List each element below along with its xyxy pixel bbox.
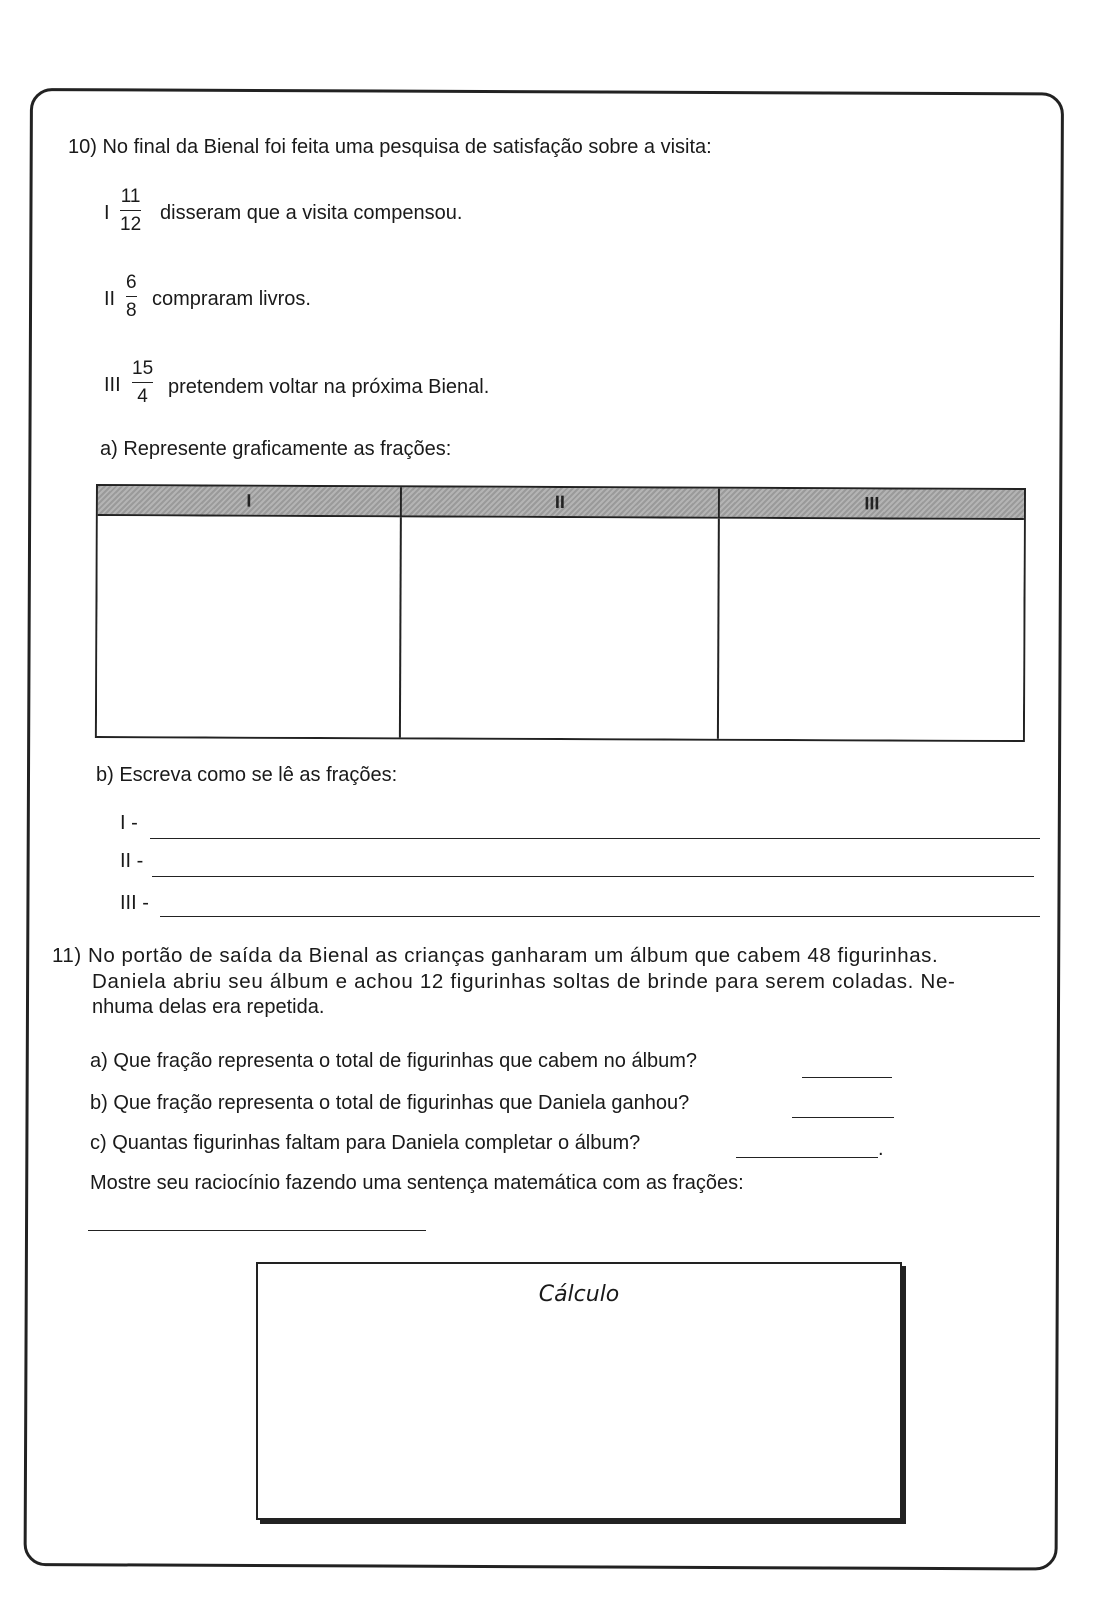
q11-question-b: b) Que fração representa o total de figurinhas que Daniela ganhou? <box>90 1092 690 1114</box>
fraction-ii-denominator: 8 <box>126 300 137 321</box>
fraction-i <box>120 186 141 236</box>
q11-prompt-line-2: Daniela abriu seu álbum e achou 12 figurinhas soltas de brinde para serem coladas. Ne- <box>92 970 956 993</box>
answer-line-a[interactable] <box>802 1077 892 1078</box>
table-header-iii: III <box>718 489 1024 520</box>
item-i-roman: I <box>104 202 110 224</box>
q11-question-c: c) Quantas figurinhas faltam para Daniela completar o álbum? <box>90 1132 641 1154</box>
answer-line-c[interactable] <box>736 1157 878 1158</box>
drawing-cell-i[interactable] <box>97 516 400 737</box>
q11-reasoning: Mostre seu raciocínio fazendo uma sentença matemática com as frações: <box>90 1172 744 1194</box>
fraction-ii <box>126 272 137 322</box>
answer-line-b[interactable] <box>792 1117 894 1118</box>
q11-question-c-end: . <box>878 1138 884 1160</box>
answer-label-iii: III - <box>120 892 149 914</box>
item-iii-text: pretendem voltar na próxima Bienal. <box>168 376 490 398</box>
q11-prompt-line-1: 11) No portão de saída da Bienal as crianças ganharam um álbum que cabem 48 figurinhas. <box>52 944 939 967</box>
q10-part-a: a) Represente graficamente as frações: <box>100 438 452 460</box>
fraction-bar <box>132 382 153 383</box>
fraction-i-denominator: 12 <box>120 214 142 235</box>
fraction-i-numerator: 11 <box>120 186 141 207</box>
fraction-ii-numerator: 6 <box>126 272 137 293</box>
q11-prompt-line-3: nhuma delas era repetida. <box>92 996 325 1018</box>
fraction-bar <box>126 296 137 297</box>
drawing-cell-ii[interactable] <box>399 517 718 738</box>
sentence-answer-line[interactable] <box>88 1230 426 1231</box>
drawing-cell-iii[interactable] <box>717 519 1024 740</box>
calculation-box[interactable] <box>256 1262 902 1520</box>
answer-label-ii: II - <box>120 850 144 872</box>
fraction-drawing-table <box>95 484 1026 742</box>
q10-prompt: 10) No final da Bienal foi feita uma pesquisa de satisfação sobre a visita: <box>68 136 712 158</box>
table-header-ii: II <box>400 487 718 518</box>
calculation-title: Cálculo <box>538 1282 620 1307</box>
q10-part-b: b) Escreva como se lê as frações: <box>96 764 398 786</box>
item-iii-roman: III <box>104 374 121 396</box>
answer-label-i: I - <box>120 812 138 834</box>
fraction-iii-numerator: 15 <box>132 358 154 379</box>
table-header-i: I <box>98 486 400 517</box>
fraction-iii <box>132 358 153 408</box>
q11-question-a: a) Que fração representa o total de figurinhas que cabem no álbum? <box>90 1050 698 1072</box>
fraction-bar <box>120 210 141 211</box>
answer-line-iii[interactable] <box>160 916 1040 917</box>
item-ii-roman: II <box>104 288 116 310</box>
answer-line-i[interactable] <box>150 838 1040 839</box>
fraction-iii-denominator: 4 <box>137 386 148 407</box>
item-ii-text: compraram livros. <box>152 288 311 310</box>
answer-line-ii[interactable] <box>152 876 1034 877</box>
item-i-text: disseram que a visita compensou. <box>160 202 463 224</box>
